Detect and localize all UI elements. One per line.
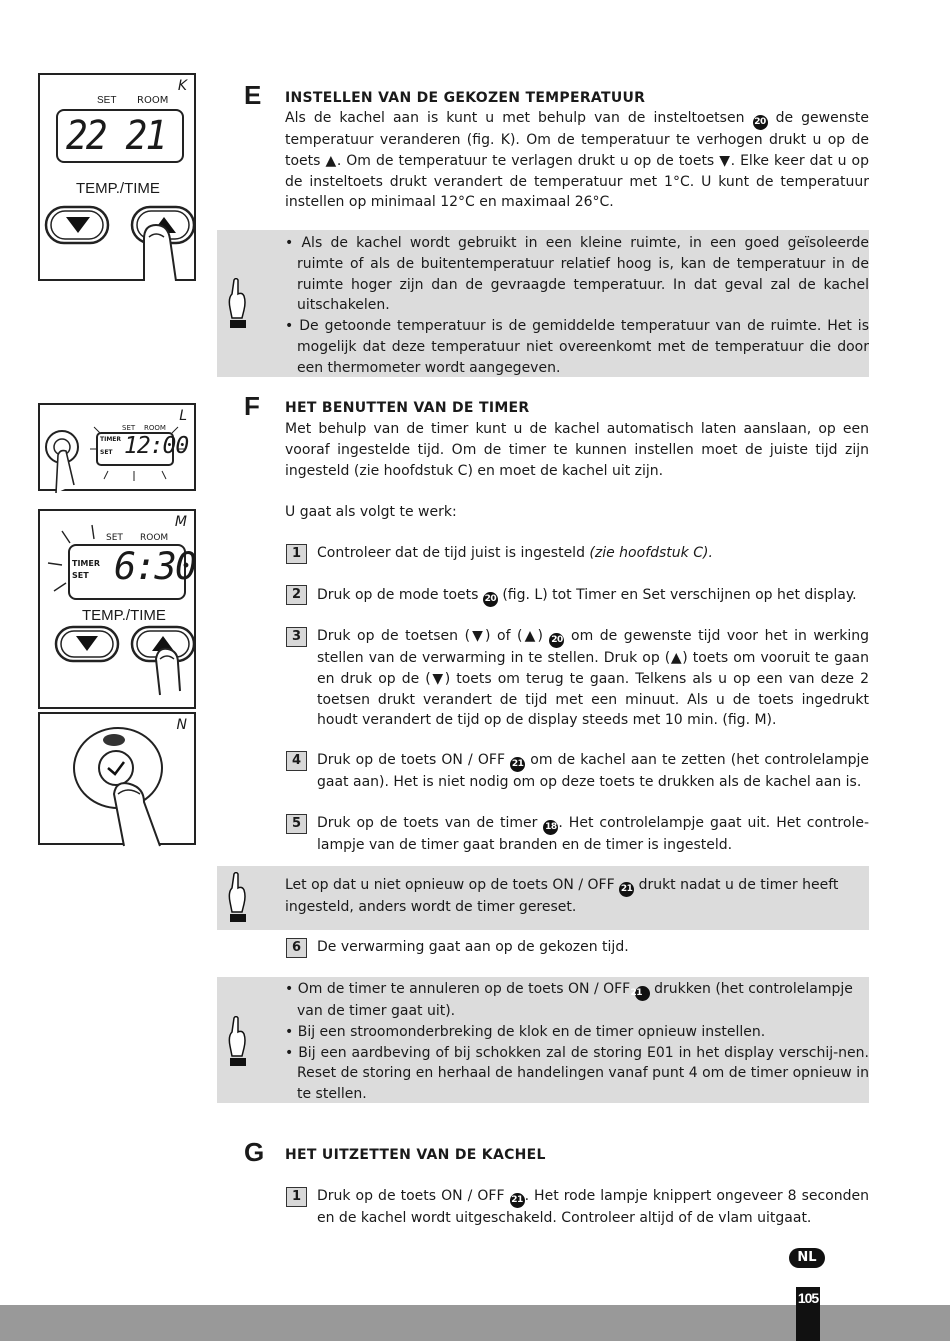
section-f-intro: Met behulp van de timer kunt u de kachel automatisch laten aanslaan, op een vooraf ingestelde tijd. Om de timer te kunnen instellen moet de juiste tijd zijn ingesteld (zie hoofdstuk C) en moet de kachel uit zijn.	[285, 421, 869, 479]
reference-number: 21	[635, 986, 650, 1001]
reference-number: 20	[483, 592, 498, 607]
step-number: 3	[286, 627, 307, 647]
list-item: • Bij een aardbeving of bij schokken zal de storing E01 in het display verschij-nen. Reset de storing en herhaal de handelingen vanaf punt 4 om de timer opnieuw in te stellen.	[285, 1044, 869, 1103]
timer-label: TIMER	[72, 559, 101, 568]
room-label: ROOM	[140, 533, 169, 543]
step-text: Druk op de toets van de timer 18 . Het controlelampje gaat uit. Het controle-lampje van de timer gaat branden en de timer is ingesteld.	[317, 815, 869, 853]
pointing-hand-icon	[224, 872, 250, 924]
section-letter-e: E	[244, 80, 262, 110]
page-number: 105	[796, 1287, 820, 1341]
step-number: 2	[286, 585, 307, 605]
room-label: ROOM	[137, 95, 169, 106]
figure-letter: N	[176, 717, 187, 733]
section-e-body: Als de kachel aan is kunt u met behulp van de insteltoetsen 20 de gewenste temperatuur veranderen (fig. K). Om de temperatuur te verhogen drukt u op de toets ▲. Om de temperatuur te verlagen drukt u op de toets ▼. Elke keer dat u op de insteltoets drukt verandert de temperatuur met 1°C. U kunt de temperatuur instellen op minimaal 12°C en maximaal 26°C.	[285, 110, 870, 211]
pointing-hand-icon	[224, 278, 250, 330]
lcd-readout: 12:00	[124, 433, 189, 459]
list-item: • Als de kachel wordt gebruikt in een kleine ruimte, in een goed geïsoleerde ruimte of als de buitentemperatuur relatief hoog is, kan de temperatuur in de ruimte hoger zijn dan de gevraagde temperatuur. In dat geval zal de kachel uitschakelen.	[285, 235, 869, 314]
step-text: Controleer dat de tijd juist is ingesteld (zie hoofdstuk C).	[317, 545, 713, 561]
step-text: Druk op de toetsen (▼) of (▲) 20 om de gewenste tijd voor het in werking stellen van de verwarming in te stellen. Druk op (▲) toets om vooruit te gaan en druk op de (▼) toets om terug te gaan. Telkens als u op een van deze 2 toetsen drukt verandert de tijd met een minuut. Als u de toets ingedrukt houdt verandert de tijd op de display steeds met 10 min. (fig. M).	[317, 628, 869, 729]
note-text: Let op dat u niet opnieuw op de toets ON / OFF 21 drukt nadat u de timer heeft ingesteld, anders wordt de timer gereset.	[285, 877, 839, 915]
section-letter-g: G	[244, 1137, 265, 1167]
reference-number: 20	[549, 633, 564, 648]
timer-label: TIMER	[100, 436, 122, 443]
list-item: • Bij een stroomonderbreking de klok en de timer opnieuw instellen.	[285, 1023, 766, 1040]
list-item: • Om de timer te annuleren op de toets ON / OFF 21 drukken (het controlelampje van de timer gaat uit).	[285, 981, 853, 1019]
figure-n	[38, 712, 196, 845]
step-text: Druk op de mode toets 20 (fig. L) tot Timer en Set verschijnen op het display.	[317, 585, 869, 607]
temp-time-label: TEMP./TIME	[82, 607, 166, 624]
step-number: 5	[286, 814, 307, 834]
temp-buttons-illustration	[40, 197, 198, 281]
step-number: 1	[286, 544, 307, 564]
set-label: SET	[122, 424, 136, 432]
section-title-e: INSTELLEN VAN DE GEKOZEN TEMPERATUUR	[285, 90, 646, 106]
timer-button-illustration	[40, 714, 198, 847]
step-number: 6	[286, 938, 307, 958]
reference-number: 21	[510, 1193, 525, 1208]
section-title-g: HET UITZETTEN VAN DE KACHEL	[285, 1147, 546, 1163]
lcd-readout: 22 21	[66, 113, 166, 159]
reference-number: 20	[753, 115, 768, 130]
reference-number: 21	[619, 882, 634, 897]
pointing-hand-icon	[224, 1016, 250, 1068]
figure-k	[38, 73, 196, 281]
figure-letter: L	[179, 408, 187, 424]
room-label: ROOM	[144, 424, 166, 432]
timer-set-label: SET	[72, 571, 89, 580]
note-list	[285, 979, 869, 1105]
set-label: SET	[97, 95, 117, 106]
step-text: Druk op de toets ON / OFF 21 om de kachel aan te zetten (het controlelampje gaat aan). Het is niet nodig om op deze toets te drukken als de kachel aan is.	[317, 752, 869, 790]
step-number: 4	[286, 751, 307, 771]
figure-letter: K	[177, 78, 187, 94]
set-label: SET	[106, 533, 123, 543]
reference-number: 18	[543, 820, 558, 835]
temp-buttons-illustration	[40, 511, 198, 711]
step-number: 1	[286, 1187, 307, 1207]
section-title-f: HET BENUTTEN VAN DE TIMER	[285, 400, 530, 416]
step-text: Druk op de toets ON / OFF 21 . Het rode lampje knippert ongeveer 8 seconden en de kachel wordt uitgeschakeld. Controleer altijd of de vlam uitgaat.	[317, 1188, 869, 1226]
list-item: • De getoonde temperatuur is de gemiddelde temperatuur van de ruimte. Het is mogelijk dat deze temperatuur niet overeenkomt met de temperatuur die door een thermometer wordt aangegeven.	[285, 318, 869, 376]
reference-number: 21	[510, 757, 525, 772]
mode-button-illustration	[40, 405, 198, 493]
section-letter-f: F	[244, 391, 260, 421]
figure-letter: M	[174, 514, 187, 530]
lcd-readout: 6:30	[114, 545, 196, 588]
step-text: De verwarming gaat aan op de gekozen tijd.	[317, 939, 629, 955]
temp-time-label: TEMP./TIME	[76, 180, 160, 197]
language-badge: NL	[789, 1248, 825, 1268]
figure-m	[38, 509, 196, 709]
figure-l	[38, 403, 196, 491]
section-f-lead: U gaat als volgt te werk:	[285, 504, 457, 520]
note-list	[285, 233, 869, 379]
timer-set-label: SET	[100, 449, 113, 456]
